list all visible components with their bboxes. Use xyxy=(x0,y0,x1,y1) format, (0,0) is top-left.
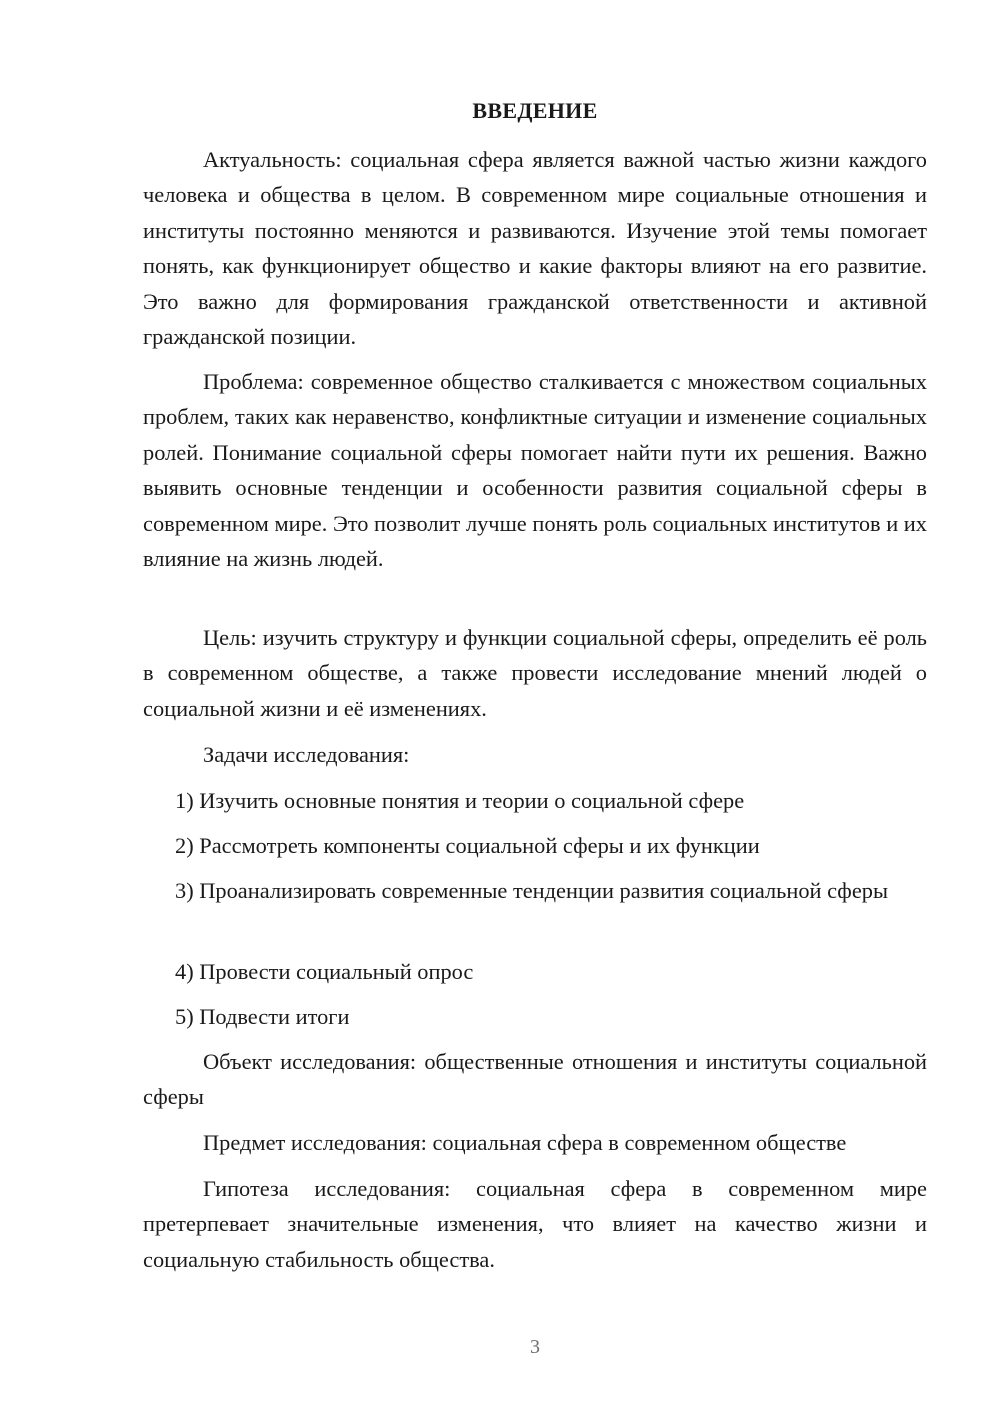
page-number: 3 xyxy=(530,1336,540,1358)
task-item-4: 4) Провести социальный опрос xyxy=(175,959,474,984)
paragraph-subject: Предмет исследования: социальная сфера в современном обществе xyxy=(203,1130,847,1155)
paragraph-goal: Цель: изучить структуру и функции социальной сферы, определить её роль в современном обществе, а также провести исследование мнений людей о социальной жизни и её изменениях. xyxy=(143,625,927,721)
task-item-2: 2) Рассмотреть компоненты социальной сферы и их функции xyxy=(175,833,760,858)
paragraph-relevance: Актуальность: социальная сфера является важной частью жизни каждого человека и общества в целом. В современном мире социальные отношения и институты постоянно меняются и развиваются. Изучение этой темы помогает понять, как функционирует общество и какие факторы влияют на его развитие. Это важно для формирования гражданской ответственности и активной гражданской позиции. xyxy=(143,147,927,350)
page-title: ВВЕДЕНИЕ xyxy=(472,98,598,123)
task-item-1: 1) Изучить основные понятия и теории о социальной сфере xyxy=(175,788,745,813)
paragraph-hypothesis: Гипотеза исследования: социальная сфера в современном мире претерпевает значительные изменения, что влияет на качество жизни и социальную стабильность общества. xyxy=(143,1176,927,1272)
task-item-5: 5) Подвести итоги xyxy=(175,1004,350,1029)
tasks-heading: Задачи исследования: xyxy=(203,742,410,767)
paragraph-object: Объект исследования: общественные отношения и институты социальной сферы xyxy=(143,1049,927,1110)
task-item-3: 3) Проанализировать современные тенденции развития социальной сферы xyxy=(175,878,888,903)
document-page xyxy=(143,0,927,1414)
paragraph-problem: Проблема: современное общество сталкивается с множеством социальных проблем, таких как неравенство, конфликтные ситуации и изменение социальных ролей. Понимание социальной сферы помогает найти пути их решения. Важно выявить основные тенденции и особенности развития социальной сферы в современном мире. Это позволит лучше понять роль социальных институтов и их влияние на жизнь людей. xyxy=(143,369,927,572)
